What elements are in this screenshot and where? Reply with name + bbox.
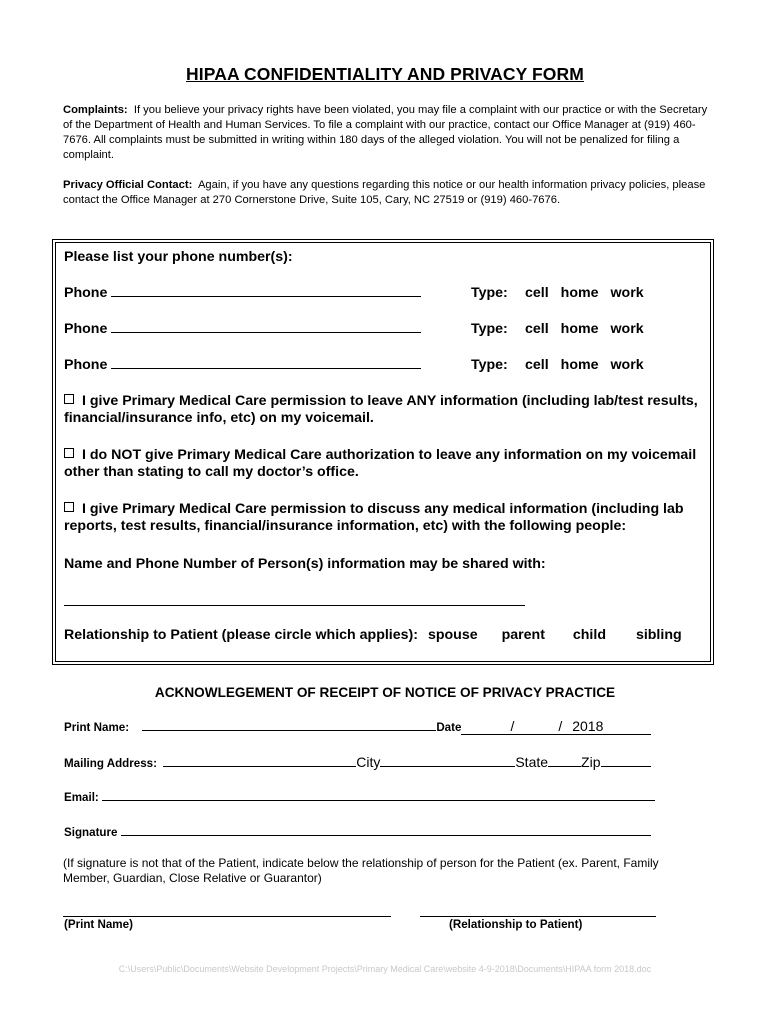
consent-discuss-people	[64, 501, 704, 535]
guardian-relationship-input[interactable]	[420, 916, 656, 917]
signature-row	[64, 826, 651, 839]
relationship-row	[64, 627, 709, 643]
signature-label: Signature	[64, 826, 118, 839]
type-label: Type:	[471, 285, 508, 301]
phone-input-3[interactable]	[111, 368, 421, 369]
state-input[interactable]	[548, 766, 581, 767]
mailing-address-input[interactable]	[163, 766, 356, 767]
privacy-contact-paragraph	[63, 178, 713, 208]
print-name-input[interactable]	[142, 730, 436, 731]
print-name-caption: (Print Name)	[64, 918, 133, 931]
type-label: Type:	[471, 357, 508, 373]
address-row	[64, 754, 651, 770]
date-input[interactable]: / / 2018	[461, 718, 651, 735]
consent-text-3: I give Primary Medical Care permission to discuss any medical information (including lab reports, test results, financial/insurance information, etc) with the following people:	[64, 501, 684, 534]
signature-note: (If signature is not that of the Patient, indicate below the relationship of person for the Patient (ex. Parent, Family Member, Guardian, Close Relative or Guarantor)	[63, 856, 659, 885]
type-cell[interactable]: cell	[525, 357, 549, 373]
print-name-label: Print Name:	[64, 721, 130, 734]
consent-text-2: I do NOT give Primary Medical Care authorization to leave any information on my voicemail other than stating to call my doctor’s office.	[64, 447, 697, 480]
type-work[interactable]: work	[610, 357, 644, 373]
footer-file-path: C:\Users\Public\Documents\Website Development Projects\Primary Medical Care\website 4-9-2018\Documents\HIPAA form 2018.doc	[118, 964, 652, 974]
email-row	[64, 791, 655, 804]
type-work[interactable]: work	[610, 321, 644, 337]
consent-checkbox-2[interactable]	[64, 448, 74, 458]
consent-checkbox-3[interactable]	[64, 502, 74, 512]
acknowledgement-heading: ACKNOWLEGEMENT OF RECEIPT OF NOTICE OF PRIVACY PRACTICE	[154, 685, 616, 700]
type-cell[interactable]: cell	[525, 285, 549, 301]
state-label: State	[515, 754, 549, 770]
shared-with-label: Name and Phone Number of Person(s) information may be shared with:	[64, 556, 546, 572]
type-work[interactable]: work	[610, 285, 644, 301]
relationship-caption: (Relationship to Patient)	[449, 918, 583, 931]
phone-input-1[interactable]	[111, 296, 421, 297]
phone-label: Phone	[64, 321, 108, 337]
date-label: Date	[436, 721, 462, 734]
type-home[interactable]: home	[560, 321, 599, 337]
page-title: HIPAA CONFIDENTIALITY AND PRIVACY FORM	[186, 64, 584, 84]
consent-voicemail-any	[64, 393, 704, 427]
consent-checkbox-1[interactable]	[64, 394, 74, 404]
type-label: Type:	[471, 321, 508, 337]
type-home[interactable]: home	[560, 357, 599, 373]
relationship-label: Relationship to Patient (please circle which applies):	[64, 627, 418, 643]
city-input[interactable]	[380, 766, 515, 767]
relationship-sibling[interactable]: sibling	[635, 627, 682, 643]
phone-label: Phone	[64, 285, 108, 301]
phone-label: Phone	[64, 357, 108, 373]
relationship-child[interactable]: child	[572, 627, 606, 643]
phone-heading: Please list your phone number(s):	[64, 249, 293, 265]
signature-input[interactable]	[121, 835, 651, 836]
print-name-row	[64, 718, 651, 735]
email-label: Email:	[64, 791, 99, 804]
zip-label: Zip	[581, 754, 601, 770]
mailing-address-label: Mailing Address:	[64, 757, 157, 770]
consent-voicemail-none	[64, 447, 704, 481]
consent-text-1: I give Primary Medical Care permission to leave ANY information (including lab/test results, financial/insurance info, etc) on my voicemail.	[64, 393, 698, 426]
city-label: City	[356, 754, 381, 770]
zip-input[interactable]	[601, 766, 651, 767]
email-input[interactable]	[102, 800, 655, 801]
relationship-spouse[interactable]: spouse	[427, 627, 478, 643]
type-home[interactable]: home	[560, 285, 599, 301]
guardian-print-name-input[interactable]	[63, 916, 391, 917]
phone-type-row-2	[471, 321, 656, 337]
privacy-contact-text: Again, if you have any questions regarding this notice or our health information privacy policies, please contact the Office Manager at 270 Cornerstone Drive, Suite 105, Cary, NC 27519 or (919) 460-7676.	[63, 179, 706, 206]
phone-type-row-3	[471, 357, 656, 373]
privacy-contact-label: Privacy Official Contact:	[63, 179, 193, 191]
phone-row-1	[64, 285, 421, 301]
phone-type-row-1	[471, 285, 656, 301]
complaints-label: Complaints:	[63, 104, 128, 116]
phone-row-3	[64, 357, 421, 373]
type-cell[interactable]: cell	[525, 321, 549, 337]
shared-with-input[interactable]	[64, 605, 525, 606]
relationship-parent[interactable]: parent	[501, 627, 545, 643]
complaints-text: If you believe your privacy rights have been violated, you may file a complaint with our practice or with the Secretary of the Department of Health and Human Services. To file a complaint with our practice, contact our Office Manager at (919) 460-7676. All complaints must be submitted in writing within 180 days of the alleged violation. You will not be penalized for filing a complaint.	[63, 104, 708, 161]
complaints-paragraph	[63, 103, 713, 163]
phone-input-2[interactable]	[111, 332, 421, 333]
phone-row-2	[64, 321, 421, 337]
